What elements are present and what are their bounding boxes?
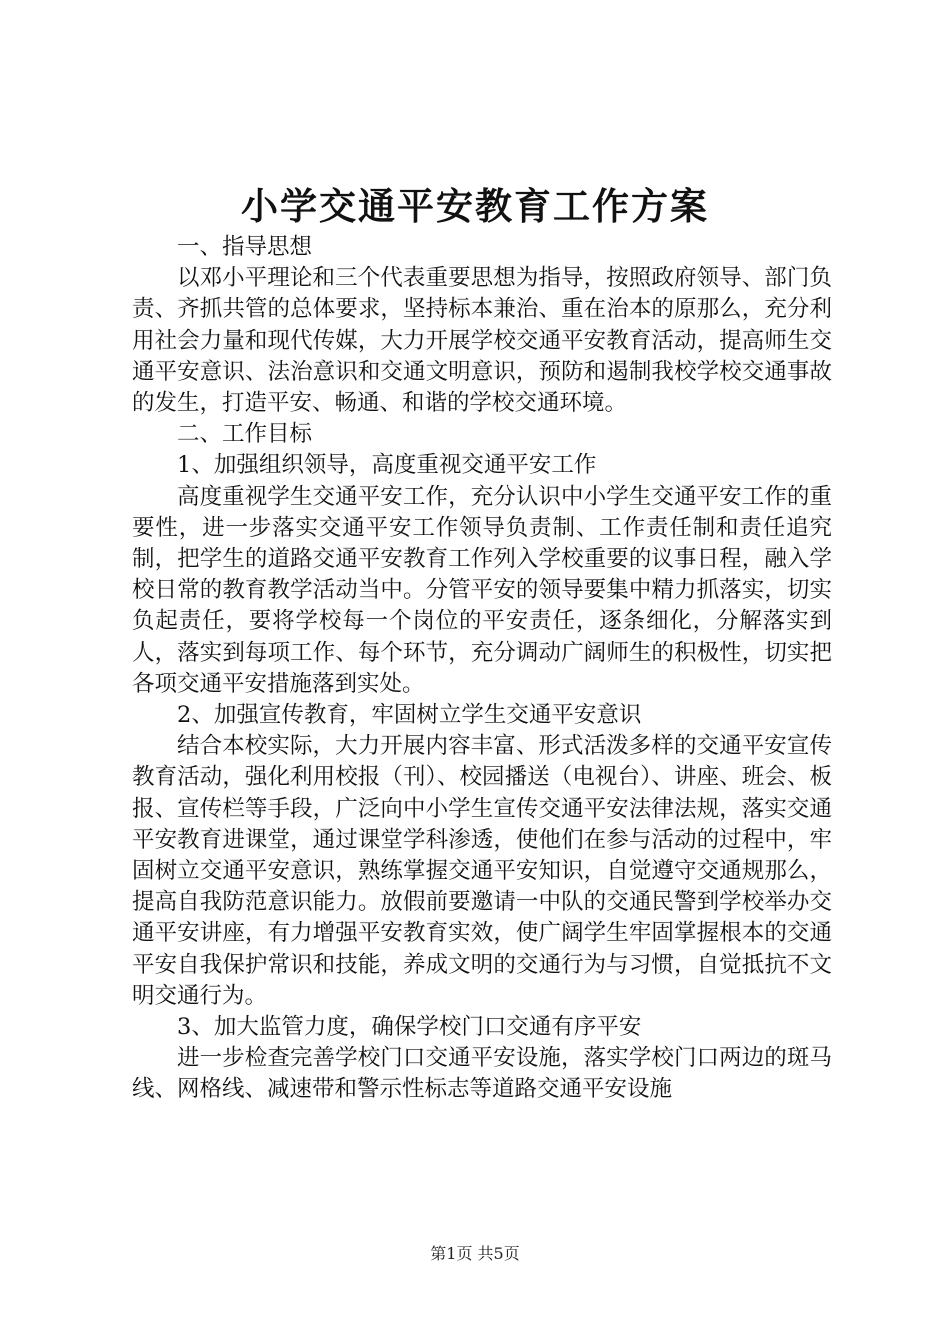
- document-body: [132, 232, 832, 1106]
- paragraph-guiding-thought: 以邓小平理论和三个代表重要思想为指导，按照政府领导、部门负责、齐抓共管的总体要求，坚持标本兼治、重在治本的原那么，充分利用社会力量和现代传媒，大力开展学校交通平安教育活动，提高师生交通平安意识、法治意识和交通文明意识，预防和遏制我校学校交通事故的发生，打造平安、畅通、和谐的学校交通环境。: [132, 265, 832, 417]
- section-heading-work-goals: 二、工作目标: [177, 421, 313, 448]
- subheading-supervision: 3、加大监管力度，确保学校门口交通有序平安: [177, 1014, 642, 1041]
- paragraph-supervision: 进一步检查完善学校门口交通平安设施，落实学校门口两边的斑马线、网格线、减速带和警示性标志等道路交通平安设施: [132, 1045, 832, 1103]
- document-title: 小学交通平安教育工作方案: [241, 184, 709, 228]
- page-number-footer: 第1页 共5页: [430, 1244, 520, 1263]
- subheading-organization-leadership: 1、加强组织领导，高度重视交通平安工作: [177, 452, 597, 479]
- section-heading-guiding-thought: 一、指导思想: [177, 234, 313, 260]
- paragraph-publicity-education: 结合本校实际，大力开展内容丰富、形式活泼多样的交通平安宣传教育活动，强化利用校报（刊）、校园播送（电视台）、讲座、班会、板报、宣传栏等手段，广泛向中小学生宣传交通平安法律法规，落实交通平安教育进课堂，通过课堂学科渗透，使他们在参与活动的过程中，牢固树立交通平安意识，熟练掌握交通平安知识，自觉遵守交通规那么，提高自我防范意识能力。放假前要邀请一中队的交通民警到学校举办交通平安讲座，有力增强平安教育实效，使广阔学生牢固掌握根本的交通平安自我保护常识和技能，养成文明的交通行为与习惯，自觉抵抗不文明交通行为。: [132, 733, 832, 1009]
- paragraph-organization-leadership: 高度重视学生交通平安工作，充分认识中小学生交通平安工作的重要性，进一步落实交通平安工作领导负责制、工作责任制和责任追究制，把学生的道路交通平安教育工作列入学校重要的议事日程，融入学校日常的教育教学活动当中。分管平安的领导要集中精力抓落实，切实负起责任，要将学校每一个岗位的平安责任，逐条细化，分解落实到人，落实到每项工作、每个环节，充分调动广阔师生的积极性，切实把各项交通平安措施落到实处。: [132, 483, 832, 697]
- subheading-publicity-education: 2、加强宣传教育，牢固树立学生交通平安意识: [177, 702, 642, 729]
